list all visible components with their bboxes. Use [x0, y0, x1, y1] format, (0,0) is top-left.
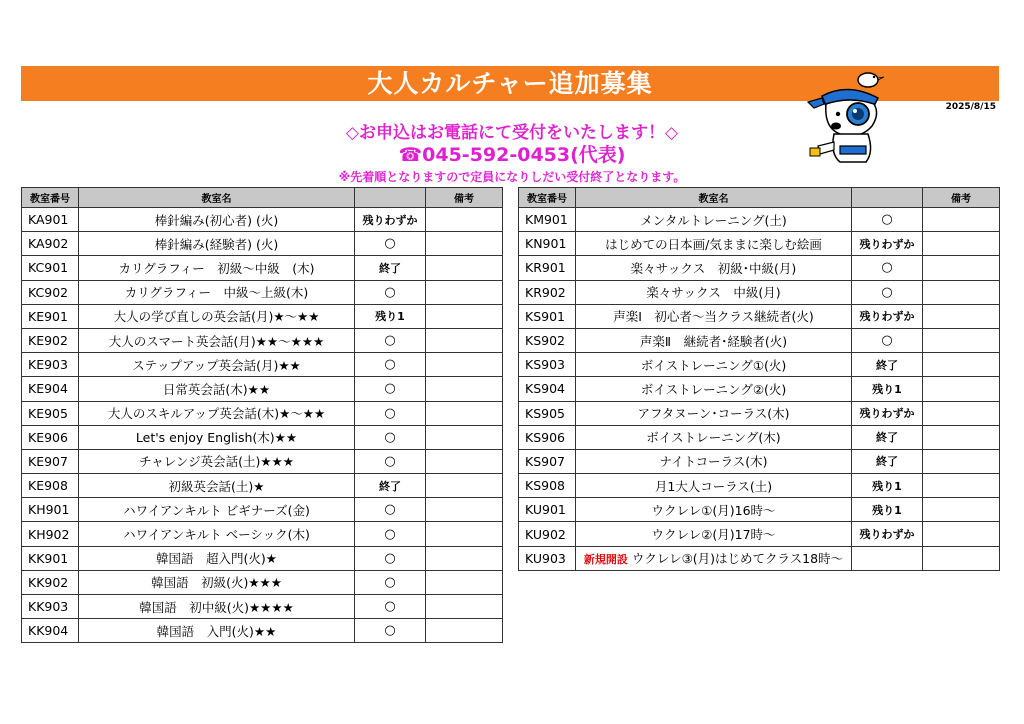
table-row — [22, 256, 503, 280]
availability-status: ○ — [355, 595, 426, 619]
class-code: KS906 — [519, 425, 576, 449]
class-name: 声楽Ⅱ 継続者･経験者(火) — [639, 333, 788, 349]
class-table-left — [21, 187, 503, 643]
table-row — [22, 546, 503, 570]
class-code: KC901 — [22, 256, 79, 280]
column-header-remarks: 備考 — [426, 188, 503, 208]
table-row — [519, 474, 1000, 498]
class-name: 月1大人コーラス(土) — [654, 478, 773, 494]
class-name-cell — [576, 256, 852, 280]
table-row — [519, 304, 1000, 328]
class-name: 棒針編み(初心者) (火) — [154, 212, 279, 228]
class-code: KK904 — [22, 619, 79, 643]
class-code: KU903 — [519, 546, 576, 570]
class-name: Let's enjoy English(木)★★ — [135, 430, 298, 446]
class-name: カリグラフィー 中級～上級(木) — [124, 285, 309, 301]
remarks-cell — [426, 280, 503, 304]
class-name: 楽々サックス 初級･中級(月) — [630, 260, 797, 276]
class-name-cell — [79, 232, 355, 256]
class-name-cell — [576, 498, 852, 522]
class-code: KE907 — [22, 449, 79, 473]
column-header-status — [852, 188, 923, 208]
availability-status: 残り1 — [852, 498, 923, 522]
table-row — [519, 232, 1000, 256]
table-row — [22, 474, 503, 498]
class-code: KN901 — [519, 232, 576, 256]
table-row — [22, 522, 503, 546]
availability-status: 残りわずか — [852, 304, 923, 328]
class-code: KS903 — [519, 353, 576, 377]
class-code: KE905 — [22, 401, 79, 425]
table-row — [519, 522, 1000, 546]
class-code: KE906 — [22, 425, 79, 449]
class-name-cell — [79, 425, 355, 449]
remarks-cell — [426, 232, 503, 256]
remarks-cell — [426, 619, 503, 643]
date-label: 2025/8/15 — [945, 102, 996, 112]
class-code: KE902 — [22, 328, 79, 352]
class-name: ステップアップ英会話(月)★★ — [132, 357, 301, 373]
table-row — [519, 546, 1000, 570]
availability-status: 終了 — [852, 425, 923, 449]
remarks-cell — [426, 353, 503, 377]
remarks-cell — [923, 449, 1000, 473]
table-row — [22, 498, 503, 522]
class-name: 大人の学び直しの英会話(月)★～★★ — [113, 309, 320, 325]
remarks-cell — [426, 449, 503, 473]
table-row — [519, 498, 1000, 522]
remarks-cell — [923, 425, 1000, 449]
table-row — [519, 425, 1000, 449]
table-header-row — [22, 188, 503, 208]
remarks-cell — [923, 280, 1000, 304]
table-row — [22, 353, 503, 377]
remarks-cell — [426, 304, 503, 328]
remarks-cell — [923, 401, 1000, 425]
first-come-note: ※先着順となりますので定員になりしだい受付終了となります。 — [338, 170, 686, 184]
remarks-cell — [923, 546, 1000, 570]
class-name-cell — [79, 546, 355, 570]
remarks-cell — [923, 474, 1000, 498]
class-name: ハワイアンキルト ベーシック(木) — [123, 527, 310, 543]
table-row — [22, 425, 503, 449]
class-code: KS904 — [519, 377, 576, 401]
class-code: KU902 — [519, 522, 576, 546]
remarks-cell — [426, 328, 503, 352]
table-row — [22, 449, 503, 473]
table-row — [22, 208, 503, 232]
table-row — [519, 449, 1000, 473]
column-header-name: 教室名 — [576, 188, 852, 208]
availability-status: ○ — [355, 353, 426, 377]
availability-status: ○ — [355, 619, 426, 643]
class-name-cell — [79, 328, 355, 352]
class-name: ウクレレ①(月)16時～ — [651, 502, 776, 518]
class-name: 韓国語 入門(火)★★ — [156, 623, 277, 639]
remarks-cell — [923, 256, 1000, 280]
class-code: KS901 — [519, 304, 576, 328]
remarks-cell — [426, 595, 503, 619]
remarks-cell — [426, 570, 503, 594]
availability-status: ○ — [355, 377, 426, 401]
availability-status: ○ — [355, 401, 426, 425]
class-code: KS905 — [519, 401, 576, 425]
class-name: 声楽Ⅰ 初心者～当クラス継続者(火) — [613, 309, 814, 325]
class-name: 韓国語 初中級(火)★★★★ — [139, 599, 294, 615]
availability-status: ○ — [355, 522, 426, 546]
table-row — [22, 280, 503, 304]
class-name: 棒針編み(経験者) (火) — [154, 236, 279, 252]
class-code: KK901 — [22, 546, 79, 570]
table-row — [519, 353, 1000, 377]
class-name-cell — [79, 353, 355, 377]
class-name: ボイストレーニング①(火) — [640, 357, 787, 373]
remarks-cell — [923, 522, 1000, 546]
class-code: KR902 — [519, 280, 576, 304]
remarks-cell — [426, 256, 503, 280]
class-name-cell — [79, 304, 355, 328]
page-title: 大人カルチャー追加募集 — [21, 66, 999, 101]
availability-status: 終了 — [852, 449, 923, 473]
remarks-cell — [426, 546, 503, 570]
class-code: KH902 — [22, 522, 79, 546]
class-name: 大人のスマート英会話(月)★★～★★★ — [108, 333, 325, 349]
class-name-cell — [576, 353, 852, 377]
column-header-remarks: 備考 — [923, 188, 1000, 208]
availability-status: 残りわずか — [852, 401, 923, 425]
column-header-name: 教室名 — [79, 188, 355, 208]
availability-status: 終了 — [355, 256, 426, 280]
class-name: ボイストレーニング(木) — [646, 430, 781, 446]
availability-status: ○ — [355, 280, 426, 304]
availability-status: 残り1 — [852, 474, 923, 498]
class-name: 日常英会話(木)★★ — [162, 381, 271, 397]
availability-status: ○ — [852, 256, 923, 280]
table-row — [519, 256, 1000, 280]
class-name-cell — [576, 232, 852, 256]
class-code: KS907 — [519, 449, 576, 473]
remarks-cell — [923, 377, 1000, 401]
class-code: KA901 — [22, 208, 79, 232]
remarks-cell — [426, 377, 503, 401]
table-row — [22, 619, 503, 643]
class-name-cell — [79, 377, 355, 401]
availability-status: ○ — [355, 570, 426, 594]
remarks-cell — [923, 353, 1000, 377]
table-row — [519, 280, 1000, 304]
availability-status — [852, 546, 923, 570]
class-code: KE903 — [22, 353, 79, 377]
class-name: チャレンジ英会話(土)★★★ — [139, 454, 294, 470]
remarks-cell — [923, 208, 1000, 232]
availability-status: 残りわずか — [852, 232, 923, 256]
class-code: KE908 — [22, 474, 79, 498]
availability-status: ○ — [355, 449, 426, 473]
table-row — [22, 304, 503, 328]
class-name-cell — [79, 498, 355, 522]
class-name: ウクレレ②(月)17時～ — [651, 527, 776, 543]
table-row — [22, 401, 503, 425]
availability-status: ○ — [355, 546, 426, 570]
availability-status: ○ — [852, 280, 923, 304]
remarks-cell — [923, 232, 1000, 256]
phone-number: ☎045-592-0453(代表) — [398, 144, 626, 166]
column-header-code: 教室番号 — [22, 188, 79, 208]
remarks-cell — [426, 425, 503, 449]
class-name: アフタヌーン･コーラス(木) — [637, 406, 790, 422]
class-code: KC902 — [22, 280, 79, 304]
class-name: 初級英会話(土)★ — [168, 478, 265, 494]
class-name: 大人のスキルアップ英会話(木)★～★★ — [107, 406, 326, 422]
class-code: KH901 — [22, 498, 79, 522]
class-name-cell — [576, 546, 852, 570]
remarks-cell — [923, 328, 1000, 352]
class-name: 楽々サックス 中級(月) — [646, 285, 781, 301]
remarks-cell — [923, 498, 1000, 522]
class-name-cell — [79, 619, 355, 643]
class-code: KR901 — [519, 256, 576, 280]
class-name: ナイトコーラス(木) — [659, 454, 768, 470]
class-name-cell — [79, 401, 355, 425]
availability-status: 終了 — [852, 353, 923, 377]
table-row — [519, 208, 1000, 232]
class-name: 韓国語 超入門(火)★ — [156, 551, 277, 567]
class-code: KE901 — [22, 304, 79, 328]
class-name-cell — [79, 208, 355, 232]
availability-status: 残りわずか — [852, 522, 923, 546]
class-code: KU901 — [519, 498, 576, 522]
class-name: はじめての日本画/気ままに楽しむ絵画 — [605, 236, 822, 252]
availability-status: 残り1 — [355, 304, 426, 328]
class-name-cell — [576, 401, 852, 425]
class-name: ボイストレーニング②(火) — [640, 381, 787, 397]
class-name: カリグラフィー 初級～中級 (木) — [118, 260, 315, 276]
availability-status: ○ — [355, 498, 426, 522]
class-name-cell — [79, 256, 355, 280]
remarks-cell — [426, 498, 503, 522]
class-name-cell — [576, 474, 852, 498]
table-header-row — [519, 188, 1000, 208]
class-name-cell — [79, 449, 355, 473]
availability-status: ○ — [355, 232, 426, 256]
class-name-cell — [576, 328, 852, 352]
availability-status: ○ — [355, 425, 426, 449]
availability-status: 残りわずか — [355, 208, 426, 232]
remarks-cell — [426, 401, 503, 425]
availability-status: ○ — [355, 328, 426, 352]
table-row — [519, 401, 1000, 425]
table-row — [22, 595, 503, 619]
table-row — [22, 328, 503, 352]
class-code: KA902 — [22, 232, 79, 256]
class-name: メンタルトレーニング(土) — [640, 212, 787, 228]
class-code: KS908 — [519, 474, 576, 498]
class-code: KM901 — [519, 208, 576, 232]
column-header-status — [355, 188, 426, 208]
remarks-cell — [923, 304, 1000, 328]
class-name-cell — [576, 449, 852, 473]
table-row — [22, 377, 503, 401]
new-class-label: 新規開設 — [583, 553, 628, 567]
column-header-code: 教室番号 — [519, 188, 576, 208]
class-name-cell — [576, 425, 852, 449]
remarks-cell — [426, 522, 503, 546]
class-name-cell — [576, 208, 852, 232]
class-name: ウクレレ③(月)はじめてクラス18時～ — [631, 551, 844, 567]
class-code: KE904 — [22, 377, 79, 401]
class-name-cell — [576, 304, 852, 328]
class-name-cell — [79, 280, 355, 304]
table-row — [22, 232, 503, 256]
application-notice: ◇お申込はお電話にて受付をいたします！◇ — [345, 123, 679, 143]
table-row — [22, 570, 503, 594]
table-row — [519, 377, 1000, 401]
class-name-cell — [576, 522, 852, 546]
class-name: 韓国語 初級(火)★★★ — [151, 575, 282, 591]
class-name-cell — [576, 280, 852, 304]
class-name-cell — [79, 474, 355, 498]
class-name-cell — [79, 595, 355, 619]
class-code: KK903 — [22, 595, 79, 619]
class-code: KK902 — [22, 570, 79, 594]
class-code: KS902 — [519, 328, 576, 352]
availability-status: 残り1 — [852, 377, 923, 401]
class-table-right — [518, 187, 1000, 571]
remarks-cell — [426, 208, 503, 232]
remarks-cell — [426, 474, 503, 498]
class-name: ハワイアンキルト ビギナーズ(金) — [123, 502, 310, 518]
availability-status: ○ — [852, 208, 923, 232]
class-name-cell — [79, 570, 355, 594]
class-name-cell — [576, 377, 852, 401]
table-row — [519, 328, 1000, 352]
class-name-cell — [79, 522, 355, 546]
availability-status: ○ — [852, 328, 923, 352]
availability-status: 終了 — [355, 474, 426, 498]
